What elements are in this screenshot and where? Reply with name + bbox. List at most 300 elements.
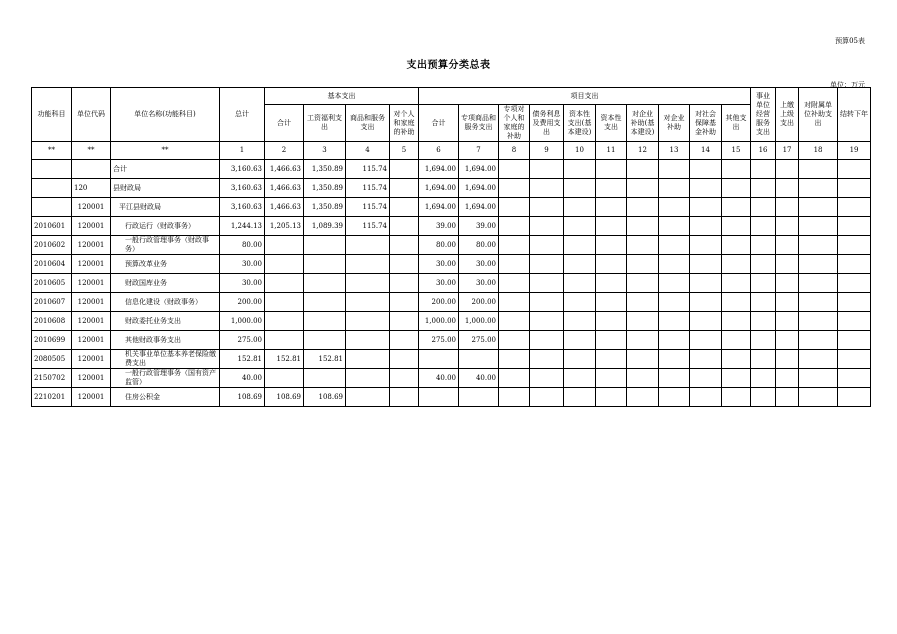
amount-cell [265,236,304,255]
amount-cell [265,293,304,312]
header-basic: 基本支出 [265,88,419,105]
amount-cell [751,350,776,369]
amount-cell: 1,694.00 [459,179,499,198]
index-cell: 12 [627,142,659,160]
table-row [32,293,871,312]
amount-cell [690,331,722,350]
amount-cell [799,331,838,350]
unit-name-cell: 机关事业单位基本养老保险缴费支出 [111,350,220,369]
amount-cell [459,350,499,369]
amount-cell [690,198,722,217]
amount-cell [722,350,751,369]
amount-cell [751,179,776,198]
amount-cell [390,255,419,274]
amount-cell [799,160,838,179]
amount-cell [776,236,799,255]
amount-cell: 3,160.63 [220,198,265,217]
amount-cell [627,236,659,255]
amount-cell [659,198,690,217]
amount-cell: 108.69 [220,388,265,407]
amount-cell [690,312,722,331]
unit-name-cell: 财政委托业务支出 [111,312,220,331]
index-cell: 8 [499,142,530,160]
amount-cell [564,350,596,369]
amount-cell: 115.74 [346,179,390,198]
amount-cell [659,179,690,198]
header-project-col: 其他支出 [722,105,751,142]
header-project-col: 专项商品和服务支出 [459,105,499,142]
amount-cell [838,160,871,179]
amount-cell: 200.00 [459,293,499,312]
amount-cell: 80.00 [459,236,499,255]
amount-cell [627,179,659,198]
amount-cell [390,312,419,331]
amount-cell [627,388,659,407]
index-cell: 14 [690,142,722,160]
amount-cell [690,274,722,293]
amount-cell [722,198,751,217]
func-code-cell: 2010699 [32,331,72,350]
amount-cell [659,388,690,407]
table-row [32,350,871,369]
amount-cell [722,274,751,293]
table-row [32,388,871,407]
amount-cell [265,274,304,293]
table-row [32,331,871,350]
amount-cell [390,350,419,369]
amount-cell [690,236,722,255]
amount-cell [838,312,871,331]
amount-cell [419,350,459,369]
amount-cell [838,179,871,198]
amount-cell [690,369,722,388]
amount-cell [499,160,530,179]
amount-cell [499,274,530,293]
header-basic-col: 工资福利支出 [304,105,346,142]
amount-cell [346,331,390,350]
amount-cell [751,160,776,179]
amount-cell [659,293,690,312]
table-row [32,236,871,255]
amount-cell [722,312,751,331]
amount-cell [751,274,776,293]
func-code-cell: 2010608 [32,312,72,331]
amount-cell [564,369,596,388]
amount-cell [751,369,776,388]
amount-cell: 40.00 [419,369,459,388]
amount-cell: 80.00 [220,236,265,255]
header-project-col: 资本性支出 [596,105,627,142]
func-code-cell: 2010605 [32,274,72,293]
amount-cell [596,179,627,198]
amount-cell [499,312,530,331]
amount-cell: 30.00 [220,274,265,293]
amount-cell [596,274,627,293]
amount-cell [659,160,690,179]
table-row [32,179,871,198]
amount-cell: 3,160.63 [220,160,265,179]
amount-cell: 275.00 [459,331,499,350]
amount-cell [722,369,751,388]
header-total: 总计 [220,88,265,142]
amount-cell: 200.00 [419,293,459,312]
amount-cell: 1,205.13 [265,217,304,236]
amount-cell [722,255,751,274]
amount-cell [564,388,596,407]
amount-cell: 40.00 [220,369,265,388]
amount-cell [346,350,390,369]
amount-cell [776,160,799,179]
header-carry: 结转下年 [838,88,871,142]
amount-cell: 1,466.63 [265,160,304,179]
amount-cell [722,236,751,255]
table-row [32,160,871,179]
func-code-cell: 2080505 [32,350,72,369]
amount-cell [596,160,627,179]
func-code-cell: 2010607 [32,293,72,312]
amount-cell [627,312,659,331]
amount-cell: 1,694.00 [459,160,499,179]
amount-cell [659,350,690,369]
amount-cell [751,217,776,236]
unit-code-cell: 120001 [72,198,111,217]
amount-cell: 1,694.00 [419,160,459,179]
unit-code-cell: 120001 [72,293,111,312]
amount-cell: 152.81 [220,350,265,369]
amount-cell [596,369,627,388]
amount-cell [838,217,871,236]
amount-cell [776,179,799,198]
amount-cell [627,160,659,179]
amount-cell [659,331,690,350]
amount-cell: 115.74 [346,217,390,236]
amount-cell [776,312,799,331]
amount-cell [776,255,799,274]
amount-cell [690,255,722,274]
amount-cell [596,236,627,255]
amount-cell [596,293,627,312]
header-project-col: 专项对个人和家庭的补助 [499,105,530,142]
amount-cell [751,236,776,255]
func-code-cell: 2010602 [32,236,72,255]
header-project-col: 对社会保障基金补助 [690,105,722,142]
header-project-col: 合计 [419,105,459,142]
amount-cell [776,331,799,350]
amount-cell [499,369,530,388]
amount-cell [530,198,564,217]
amount-cell [564,236,596,255]
amount-cell [659,236,690,255]
amount-cell [596,198,627,217]
amount-cell [627,369,659,388]
amount-cell [499,350,530,369]
amount-cell [722,293,751,312]
func-code-cell [32,179,72,198]
amount-cell [265,255,304,274]
amount-cell [390,388,419,407]
unit-name-cell: 县财政局 [111,179,220,198]
header-basic-col: 合计 [265,105,304,142]
unit-name-cell: 其他财政事务支出 [111,331,220,350]
amount-cell [304,312,346,331]
amount-cell [304,274,346,293]
index-cell: 18 [799,142,838,160]
index-cell: ** [72,142,111,160]
amount-cell [838,274,871,293]
amount-cell [838,388,871,407]
amount-cell [722,331,751,350]
amount-cell [722,388,751,407]
amount-cell [690,293,722,312]
index-cell: 1 [220,142,265,160]
header-project-col: 资本性支出(基本建设) [564,105,596,142]
amount-cell [799,274,838,293]
amount-cell: 1,466.63 [265,179,304,198]
amount-cell [776,369,799,388]
amount-cell [799,255,838,274]
amount-cell [499,293,530,312]
unit-code-cell: 120001 [72,331,111,350]
func-code-cell: 2010604 [32,255,72,274]
amount-cell [838,293,871,312]
amount-cell [265,331,304,350]
amount-cell: 1,089.39 [304,217,346,236]
unit-name-cell: 信息化建设（财政事务） [111,293,220,312]
amount-cell [627,350,659,369]
index-cell: 5 [390,142,419,160]
unit-code-cell: 120001 [72,388,111,407]
table-row [32,255,871,274]
amount-cell [596,331,627,350]
amount-cell [304,369,346,388]
amount-cell [627,274,659,293]
unit-code-cell [72,160,111,179]
header-basic-col: 商品和服务支出 [346,105,390,142]
amount-cell [499,331,530,350]
amount-cell: 39.00 [459,217,499,236]
amount-cell [722,179,751,198]
amount-cell [530,179,564,198]
amount-cell: 115.74 [346,198,390,217]
amount-cell [564,179,596,198]
index-cell: 9 [530,142,564,160]
amount-cell [390,331,419,350]
amount-cell [659,274,690,293]
amount-cell [265,312,304,331]
amount-cell [390,198,419,217]
index-cell: 19 [838,142,871,160]
amount-cell [530,369,564,388]
amount-cell [499,236,530,255]
amount-cell [799,388,838,407]
amount-cell [776,293,799,312]
budget-table [31,87,871,407]
header-public-service: 事业单位经营服务支出 [751,88,776,142]
amount-cell: 275.00 [220,331,265,350]
amount-cell [627,293,659,312]
amount-cell [596,350,627,369]
amount-cell: 30.00 [419,274,459,293]
index-cell: ** [111,142,220,160]
amount-cell [346,293,390,312]
amount-cell [751,312,776,331]
index-cell: 11 [596,142,627,160]
unit-name-cell: 财政国库业务 [111,274,220,293]
amount-cell [776,274,799,293]
index-cell: 3 [304,142,346,160]
header-project-col: 对企业补助 [659,105,690,142]
amount-cell [304,331,346,350]
amount-cell [776,350,799,369]
amount-cell [530,388,564,407]
index-cell: 7 [459,142,499,160]
amount-cell: 1,000.00 [419,312,459,331]
amount-cell [799,217,838,236]
amount-cell: 1,244.13 [220,217,265,236]
unit-code-cell: 120001 [72,217,111,236]
amount-cell [799,198,838,217]
header-unit-name: 单位名称(功能科目) [111,88,220,142]
amount-cell [596,388,627,407]
amount-cell [838,369,871,388]
amount-cell [564,198,596,217]
amount-cell [838,198,871,217]
amount-cell [346,388,390,407]
amount-cell: 152.81 [304,350,346,369]
amount-cell [690,217,722,236]
amount-cell [722,160,751,179]
amount-cell [530,236,564,255]
amount-cell [390,236,419,255]
amount-cell [799,179,838,198]
amount-cell [564,274,596,293]
header-func-subject: 功能科目 [32,88,72,142]
amount-cell [564,217,596,236]
amount-cell: 1,350.89 [304,198,346,217]
unit-code-cell: 120001 [72,274,111,293]
amount-cell: 1,350.89 [304,160,346,179]
amount-cell: 108.69 [265,388,304,407]
func-code-cell [32,160,72,179]
amount-cell [390,274,419,293]
unit-code-cell: 120001 [72,312,111,331]
amount-cell: 40.00 [459,369,499,388]
amount-cell [799,369,838,388]
amount-cell [564,255,596,274]
func-code-cell: 2010601 [32,217,72,236]
index-cell: 6 [419,142,459,160]
amount-cell [776,198,799,217]
amount-cell [799,312,838,331]
amount-cell [751,198,776,217]
table-row [32,217,871,236]
amount-cell: 1,466.63 [265,198,304,217]
amount-cell: 30.00 [419,255,459,274]
header-project-col: 对企业补助(基本建设) [627,105,659,142]
unit-label: 单位：万元 [830,81,865,89]
amount-cell: 108.69 [304,388,346,407]
amount-cell [799,236,838,255]
amount-cell: 200.00 [220,293,265,312]
header-basic-col: 对个人和家庭的补助 [390,105,419,142]
amount-cell [346,369,390,388]
amount-cell [627,255,659,274]
amount-cell [690,179,722,198]
amount-cell [346,312,390,331]
amount-cell [751,255,776,274]
amount-cell [627,198,659,217]
index-cell: 16 [751,142,776,160]
header-subsidy: 对附属单位补助支出 [799,88,838,142]
amount-cell: 152.81 [265,350,304,369]
amount-cell [751,388,776,407]
amount-cell [390,293,419,312]
amount-cell [304,236,346,255]
amount-cell: 30.00 [459,255,499,274]
amount-cell: 3,160.63 [220,179,265,198]
amount-cell [751,293,776,312]
unit-name-cell: 合计 [111,160,220,179]
amount-cell: 1,000.00 [220,312,265,331]
func-code-cell [32,198,72,217]
amount-cell [499,217,530,236]
amount-cell [659,255,690,274]
amount-cell [499,198,530,217]
form-code: 预算05表 [835,37,865,45]
amount-cell [499,255,530,274]
amount-cell [659,369,690,388]
amount-cell [346,274,390,293]
amount-cell: 275.00 [419,331,459,350]
unit-name-cell: 一般行政管理事务（国有资产监管） [111,369,220,388]
amount-cell [751,331,776,350]
header-project-col: 债务利息及费用支出 [530,105,564,142]
amount-cell: 1,694.00 [459,198,499,217]
unit-name-cell: 预算改革业务 [111,255,220,274]
amount-cell [390,160,419,179]
amount-cell [499,179,530,198]
amount-cell: 1,694.00 [419,198,459,217]
unit-code-cell: 120001 [72,369,111,388]
amount-cell [530,255,564,274]
amount-cell [499,388,530,407]
amount-cell [530,331,564,350]
amount-cell [459,388,499,407]
amount-cell [722,217,751,236]
amount-cell [659,217,690,236]
amount-cell [690,160,722,179]
amount-cell: 30.00 [459,274,499,293]
amount-cell [390,179,419,198]
amount-cell [530,274,564,293]
amount-cell [838,331,871,350]
amount-cell [838,350,871,369]
amount-cell [530,160,564,179]
amount-cell: 1,000.00 [459,312,499,331]
func-code-cell: 2210201 [32,388,72,407]
index-row [32,142,871,160]
unit-code-cell: 120001 [72,236,111,255]
amount-cell [390,369,419,388]
amount-cell [659,312,690,331]
index-cell: 4 [346,142,390,160]
header-upper: 上缴上级支出 [776,88,799,142]
unit-name-cell: 行政运行（财政事务） [111,217,220,236]
amount-cell [776,217,799,236]
amount-cell [799,350,838,369]
index-cell: 2 [265,142,304,160]
amount-cell: 115.74 [346,160,390,179]
